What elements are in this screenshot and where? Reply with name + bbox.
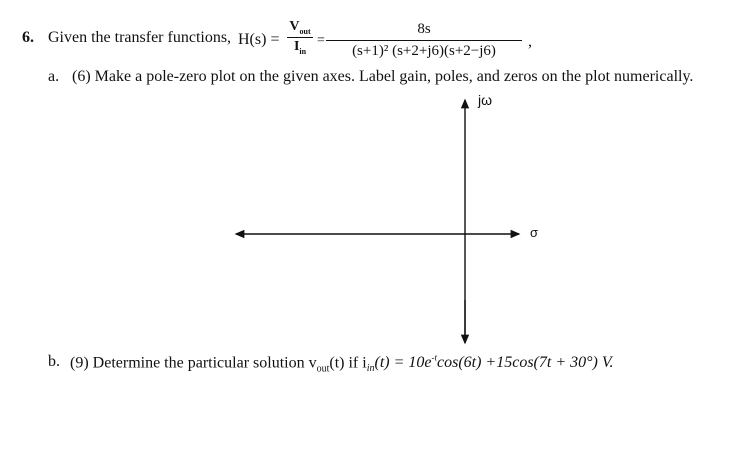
trailing-comma: , [528,33,532,50]
equals-sign: = [317,33,325,48]
transfer-function-label: H(s) = [238,31,280,48]
question-number: 6. [22,29,34,46]
ratio-denominator: $I_{in}$ [293,38,307,56]
tf-numerator: 8s [417,21,431,37]
ratio-numerator: $V_{out}$ [289,19,311,36]
jw-axis-label: jω [478,92,493,108]
part-a-letter: a. [48,68,60,85]
sigma-axis-label: σ [530,225,539,240]
part-a-text: (6) Make a pole-zero plot on the given axes. Label gain, poles, and zeros on the plot numerically. [72,68,694,85]
question-stem: Given the transfer functions, [48,29,232,46]
tf-denominator: (s+1)² (s+2+j6)(s+2−j6) [352,43,496,59]
part-b-text: (9) Determine the particular solution $v_{out}(t)$ if $i_{in}(t) = 10e^{-t}\cos(6t) +15\cos(7t + 30^\circ)$ V. [70,353,614,375]
part-b-letter: b. [48,353,60,370]
